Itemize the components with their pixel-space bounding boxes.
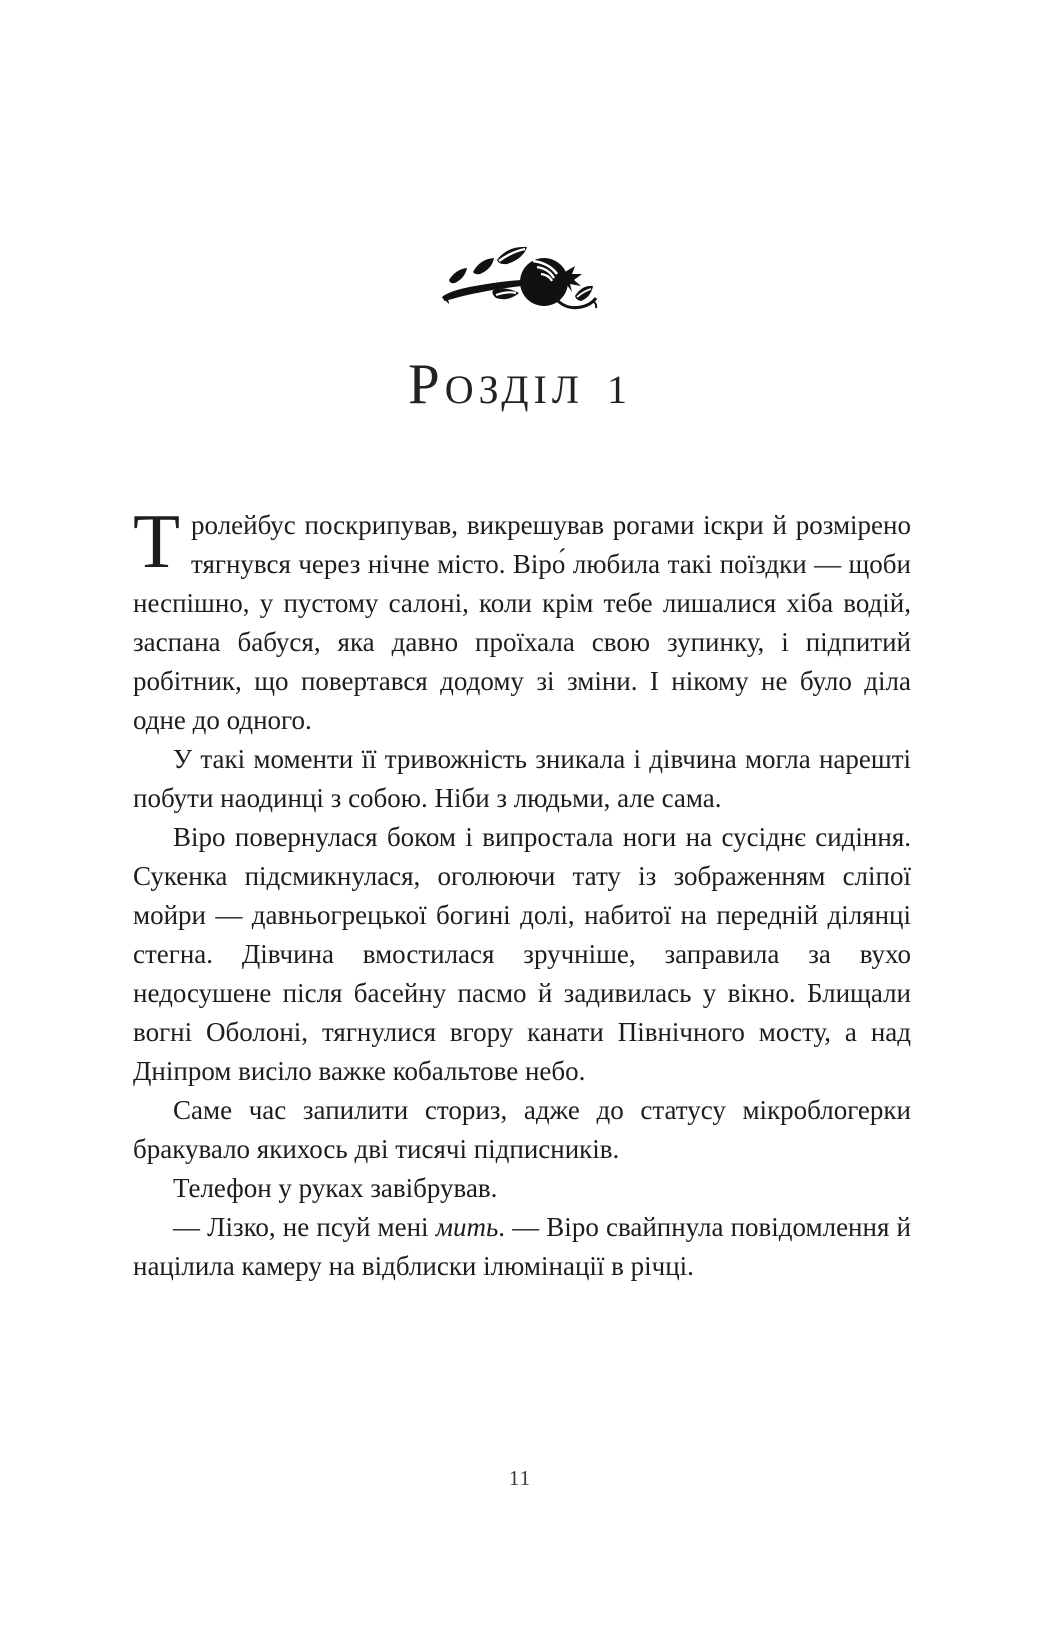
text-run: Телефон у руках завібрував. [173,1173,498,1203]
paragraph [133,1169,911,1208]
paragraph-dropcap [133,498,911,740]
text-run: Тролейбус поскрипував, викрешував рогами іскри й розмірено тягнувся через нічне місто. Віро́ любила такі поїздки — щоби неспішно, у пустому салоні, коли крім тебе лишалися хіба водій, заспана бабуся, яка давно проїхала свою зупинку, і підпитий робітник, що повертався додому зі зміни. І нікому не було діла одне до одного. [133,498,911,735]
text-run: . — Віро свайпнула повідомлення й націлила камеру на відблиски ілюмінації в річці. [133,1212,911,1281]
text-run: У такі моменти її тривожність зникала і дівчина могла нарешті побути наодинці з собою. Ніби з людьми, але сама. [133,744,911,813]
paragraph [133,818,911,1091]
italic-text-run: мить [435,1212,499,1242]
page-number: 11 [508,1466,532,1490]
text-run: — Лізко, не псуй мені [173,1212,436,1242]
paragraph [133,1091,911,1169]
paragraph [133,740,911,818]
paragraph [133,1208,911,1286]
text-run: Саме час запилити сториз, адже до статусу мікроблогерки бракувало якихось дві тисячі підписників. [133,1095,911,1164]
pomegranate-ornament-icon [441,244,599,314]
text-run: Віро повернулася боком і випростала ноги на сусіднє сидіння. Сукенка підсмикнулася, оголюючи тату із зображенням сліпої мойри — давньогрецької богині долі, набитої на передній ділянці стегна. Дівчина вмостилася зручніше, заправила за вухо недосушене після басейну пасмо й задивилась у вікно. Блищали вогні Оболоні, тягнулися вгору канати Північного мосту, а над Дніпром висіло важке кобальтове небо. [133,822,911,1086]
chapter-title: РОЗДІЛ 1 [408,353,632,416]
body-text [133,498,911,1286]
